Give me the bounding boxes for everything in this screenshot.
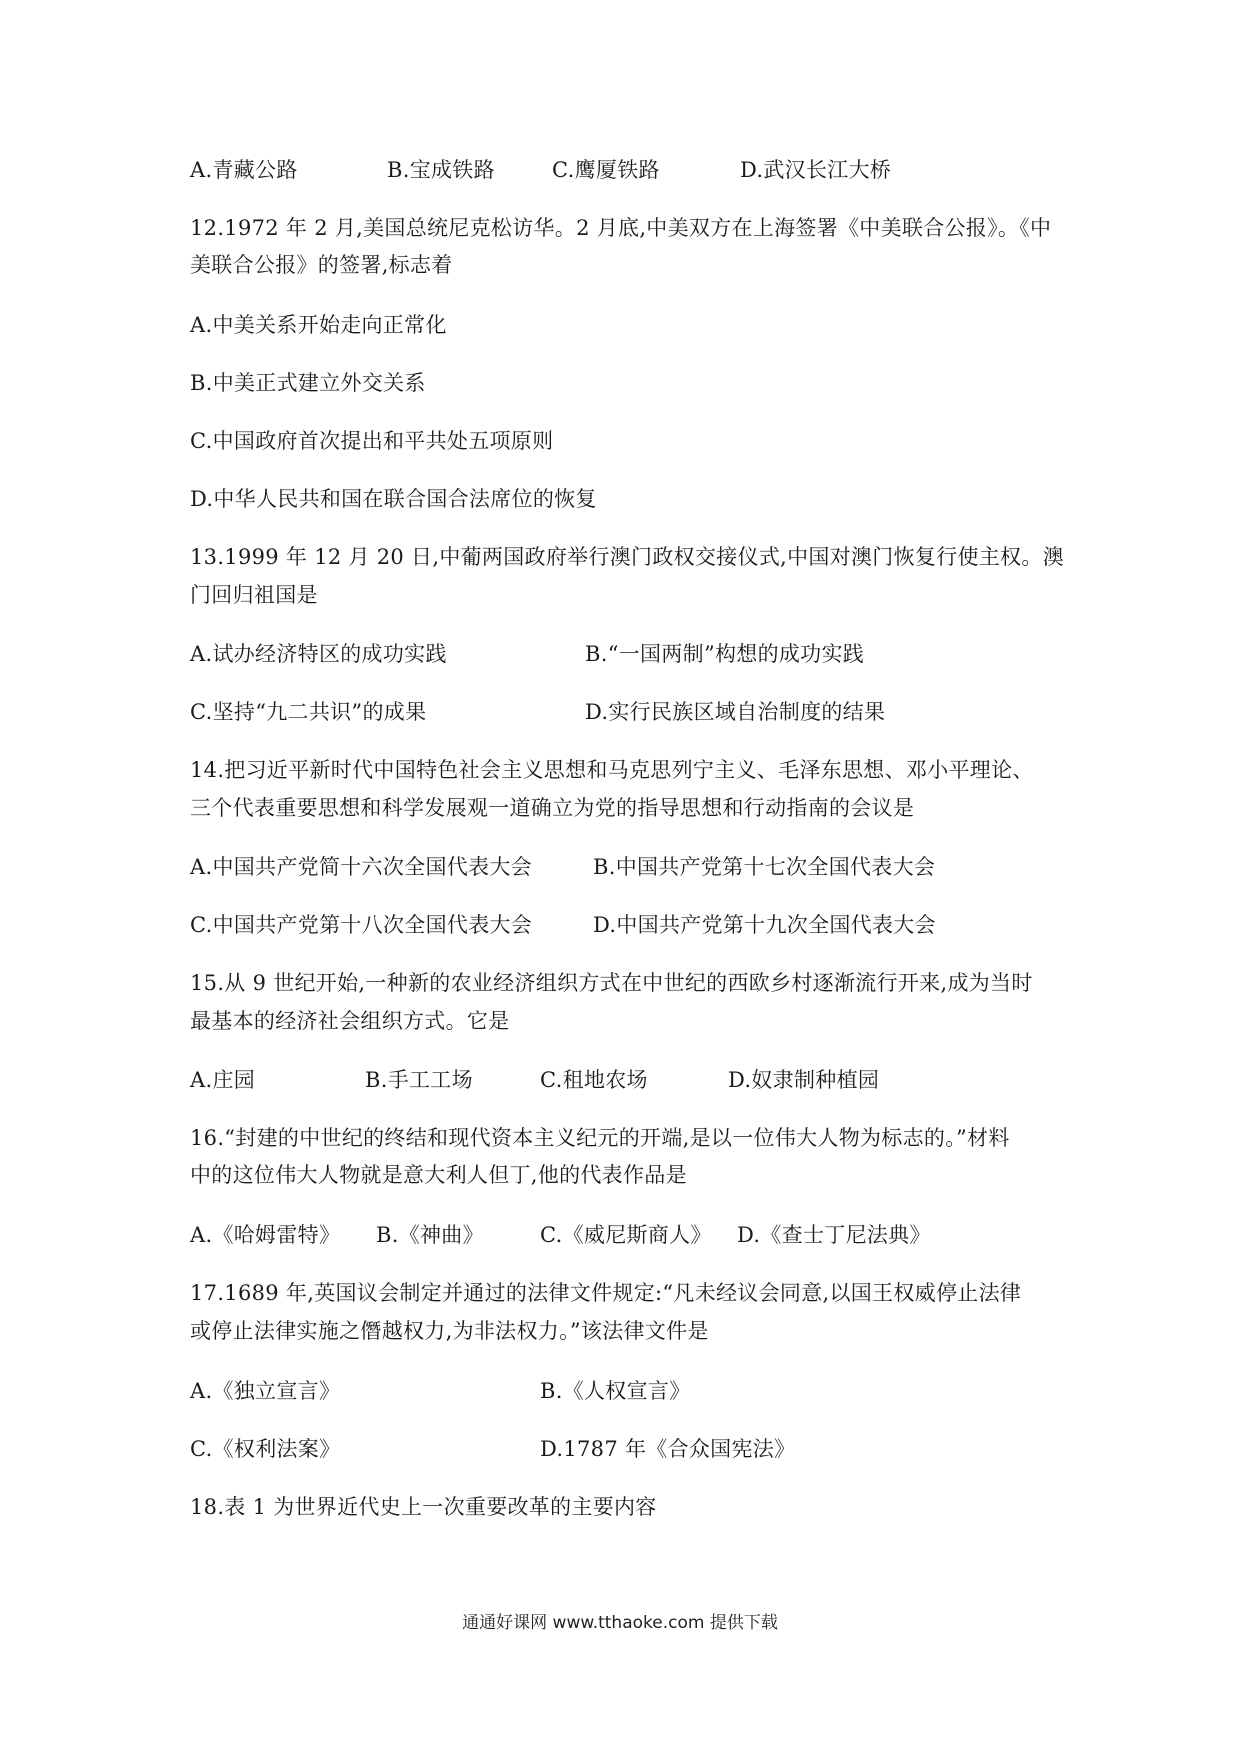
q14-option-d: D.中国共产党第十九次全国代表大会 — [593, 913, 936, 937]
q16-option-b: B.《神曲》 — [376, 1223, 484, 1247]
q15-option-d: D.奴隶制种植园 — [728, 1068, 880, 1092]
q14-stem-line2: 三个代表重要思想和科学发展观一道确立为党的指导思想和行动指南的会议是 — [190, 796, 915, 820]
q11-option-c: C.鹰厦铁路 — [552, 158, 660, 182]
q18-stem-line1: 18.表 1 为世界近代史上一次重要改革的主要内容 — [190, 1495, 657, 1519]
q17-option-c: C.《权利法案》 — [190, 1437, 341, 1461]
q16-option-c: C.《威尼斯商人》 — [540, 1223, 712, 1247]
q15-option-c: C.租地农场 — [540, 1068, 648, 1092]
q13-option-a: A.试办经济特区的成功实践 — [190, 642, 447, 666]
q11-option-b: B.宝成铁路 — [387, 158, 495, 182]
q11-option-a: A.青藏公路 — [190, 158, 298, 182]
q12-stem-line1: 12.1972 年 2 月,美国总统尼克松访华。2 月底,中美双方在上海签署《中美联合公报》。《中 — [190, 216, 1052, 240]
q13-option-c: C.坚持“九二共识”的成果 — [190, 700, 427, 724]
q13-stem-line1: 13.1999 年 12 月 20 日,中葡两国政府举行澳门政权交接仪式,中国对澳门恢复行使主权。澳 — [190, 545, 1065, 569]
q16-stem-line2: 中的这位伟大人物就是意大利人但丁,他的代表作品是 — [190, 1163, 687, 1187]
page-footer: 通通好课网 www.tthaoke.com 提供下载 — [462, 1613, 778, 1633]
q12-option-a: A.中美关系开始走向正常化 — [190, 313, 447, 337]
q16-option-a: A.《哈姆雷特》 — [190, 1223, 341, 1247]
q12-stem-line2: 美联合公报》的签署,标志着 — [190, 253, 453, 277]
q11-option-d: D.武汉长江大桥 — [740, 158, 892, 182]
q13-option-b: B.“一国两制”构想的成功实践 — [585, 642, 865, 666]
q16-stem-line1: 16.“封建的中世纪的终结和现代资本主义纪元的开端,是以一位伟大人物为标志的。”材料 — [190, 1126, 1010, 1150]
q17-stem-line1: 17.1689 年,英国议会制定并通过的法律文件规定:“凡未经议会同意,以国王权威停止法律 — [190, 1281, 1022, 1305]
q14-option-c: C.中国共产党第十八次全国代表大会 — [190, 913, 533, 937]
q17-option-d: D.1787 年《合众国宪法》 — [540, 1437, 796, 1461]
q15-option-b: B.手工工场 — [365, 1068, 473, 1092]
q15-stem-line2: 最基本的经济社会组织方式。它是 — [190, 1009, 510, 1033]
q15-option-a: A.庄园 — [190, 1068, 256, 1092]
q17-option-a: A.《独立宣言》 — [190, 1379, 341, 1403]
q17-option-b: B.《人权宣言》 — [540, 1379, 691, 1403]
q13-option-d: D.实行民族区域自治制度的结果 — [585, 700, 886, 724]
q16-option-d: D.《查士丁尼法典》 — [737, 1223, 931, 1247]
q15-stem-line1: 15.从 9 世纪开始,一种新的农业经济组织方式在中世纪的西欧乡村逐渐流行开来,成为当时 — [190, 971, 1033, 995]
q14-option-a: A.中国共产党简十六次全国代表大会 — [190, 855, 532, 879]
q13-stem-line2: 门回归祖国是 — [190, 583, 318, 607]
q12-option-c: C.中国政府首次提出和平共处五项原则 — [190, 429, 554, 453]
q12-option-b: B.中美正式建立外交关系 — [190, 371, 426, 395]
q17-stem-line2: 或停止法律实施之僭越权力,为非法权力。”该法律文件是 — [190, 1319, 709, 1343]
q14-stem-line1: 14.把习近平新时代中国特色社会主义思想和马克思列宁主义、毛泽东思想、邓小平理论、 — [190, 758, 1034, 782]
q12-option-d: D.中华人民共和国在联合国合法席位的恢复 — [190, 487, 597, 511]
q14-option-b: B.中国共产党第十七次全国代表大会 — [593, 855, 936, 879]
